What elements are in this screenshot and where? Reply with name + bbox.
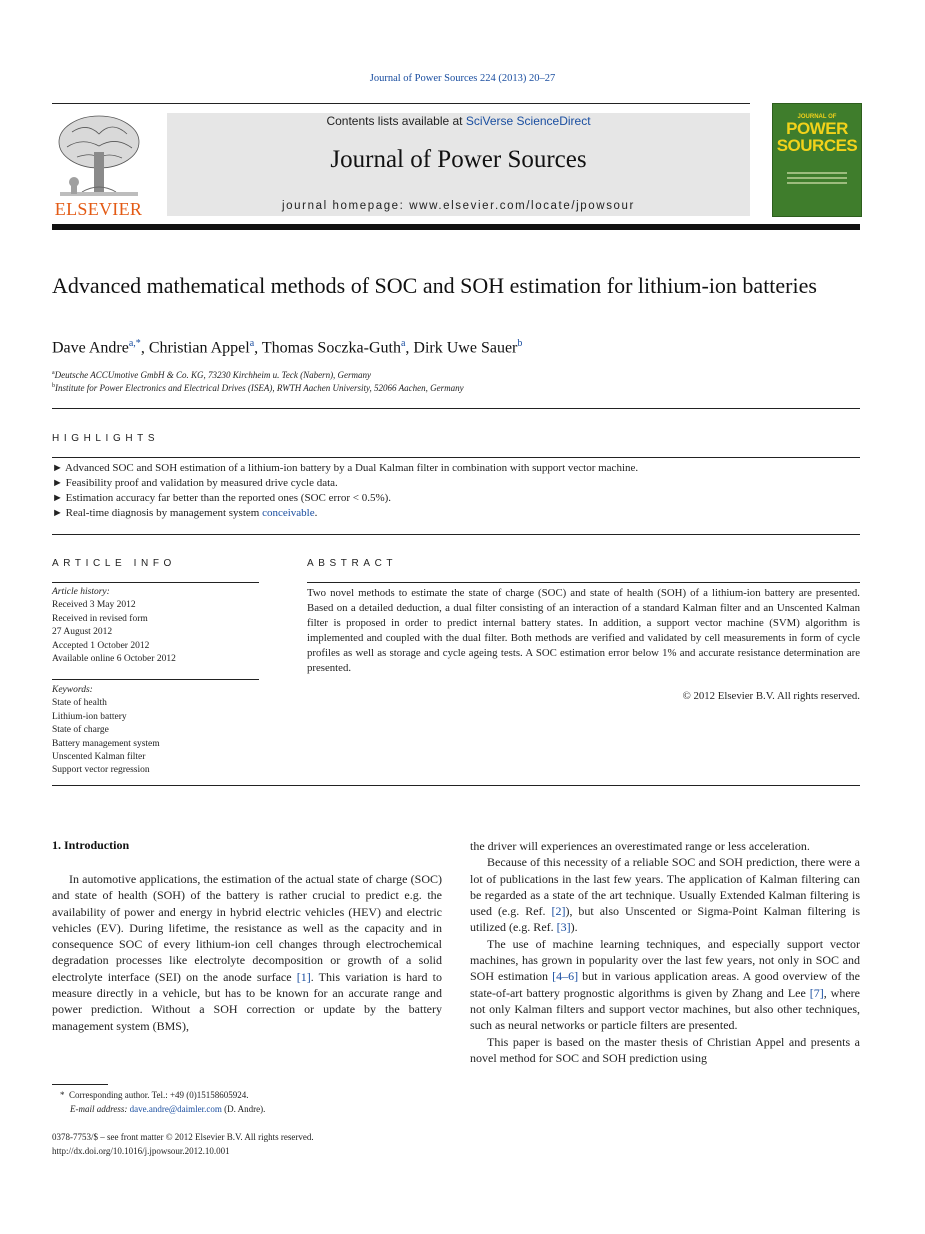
affiliation-text: Deutsche ACCUmotive GmbH & Co. KG, 73230 Kirchheim u. Teck (Nabern), Germany (54, 370, 372, 380)
section-rule (52, 534, 860, 535)
author-affiliation-mark[interactable]: a (249, 338, 255, 349)
reference-link[interactable]: [1] (296, 969, 311, 984)
section-heading-introduction: 1. Introduction (52, 838, 130, 852)
author-affiliation-mark[interactable]: b (517, 338, 523, 349)
affiliation-mark: b (52, 383, 55, 389)
corresponding-author-note (60, 1090, 249, 1100)
history-label: Article history: (52, 587, 110, 597)
keywords-label: Keywords: (52, 685, 93, 695)
keyword-item: Support vector regression (52, 765, 150, 776)
footnote-rule (52, 1084, 108, 1085)
paragraph-text: Because of this necessity of a reliable SOC and SOH prediction, there were a lot of publications in the last few years. The application of Kalman filtering can be regarded as a state of the art technique. Usually Extended Kalman filtering is used (e.g. Ref. (470, 855, 860, 919)
author-affiliation-mark[interactable]: a,* (128, 338, 141, 349)
journal-cover-image (772, 103, 862, 217)
email-link[interactable]: dave.andre@daimler.com (129, 1104, 222, 1114)
issn-line: 0378-7753/$ – see front matter © 2012 Elsevier B.V. All rights reserved. (52, 1132, 314, 1142)
contents-line (167, 114, 750, 128)
intro-left-column (52, 871, 442, 1034)
sciencedirect-link[interactable]: SciVerse ScienceDirect (465, 114, 591, 128)
contents-prefix: Contents lists available at (326, 114, 466, 128)
keyword-item: Battery management system (52, 738, 160, 749)
intro-paragraph: the driver will experiences an overestimated range or less acceleration. (470, 839, 810, 853)
journal-title: Journal of Power Sources (330, 146, 587, 173)
history-item: Accepted 1 October 2012 (52, 640, 150, 651)
paragraph-text: . This variation is hard to measure directly in a vehicle, but has to be known for an accurate range and power prediction. Without a SOH correction or update by the battery management system (BMS), (52, 969, 443, 1033)
cover-title-line-2: SOURCES (776, 136, 858, 155)
keywords-block (52, 684, 259, 778)
keyword-item: Lithium-ion battery (52, 711, 127, 722)
affiliation-a (52, 370, 860, 380)
cover-text-lines (787, 172, 847, 187)
intro-paragraph (52, 871, 442, 1034)
elsevier-wordmark: ELSEVIER (54, 199, 143, 219)
article-history (52, 586, 259, 666)
reference-link[interactable]: [2] (551, 904, 566, 919)
reference-link[interactable]: [7] (809, 985, 824, 1000)
paragraph-text: ), but also Unscented or Sigma-Point Kalman filtering is utilized (e.g. Ref. (470, 904, 860, 935)
article-title: Advanced mathematical methods of SOC and SOH estimation for lithium-ion batteries (52, 273, 817, 298)
cover-small-text: JOURNAL OF (797, 114, 837, 120)
section-rule (52, 785, 860, 786)
author-name: Dave Andre (52, 339, 129, 357)
email-label: E-mail address: (70, 1104, 128, 1114)
author-list: Dave Andre$^{a,*}$, Christian Appel$^a$, Thomas Soczka-Guth$^a$, Dirk Uwe Sauer$^b$ (52, 338, 523, 357)
history-item: Received 3 May 2012 (52, 600, 136, 611)
keyword-item: State of charge (52, 725, 109, 736)
footnote-text: Corresponding author. Tel.: +49 (0)15158605924. (69, 1090, 249, 1100)
article-info-rule (52, 582, 259, 583)
cover-title-line-1: POWER (786, 119, 848, 138)
paragraph-text: The use of machine learning techniques, and especially support vector machines, has grown in popularity over the last few years, not only in SOC and SOH estimation (470, 936, 860, 984)
affiliation-mark: a (52, 370, 55, 376)
highlight-link[interactable]: conceivable (262, 507, 315, 519)
keyword-item: Unscented Kalman filter (52, 752, 146, 763)
header-top-rule (52, 103, 750, 104)
keyword-item: State of health (52, 698, 107, 709)
highlight-item: ► Feasibility proof and validation by measured drive cycle data. (52, 477, 338, 489)
author-name: Thomas Soczka-Guth (261, 339, 401, 357)
paragraph-text: but in various application areas. A good overview of the state-of-art battery prognostic algorithms is given by Zhang and Lee (470, 969, 861, 1000)
intro-paragraph (470, 936, 860, 1034)
journal-homepage[interactable]: journal homepage: www.elsevier.com/locate/jpowsour (282, 200, 635, 212)
history-item: Available online 6 October 2012 (52, 654, 176, 665)
highlight-text: ► Real-time diagnosis by management system (52, 507, 263, 519)
email-note (70, 1104, 265, 1114)
author-name: Christian Appel (148, 339, 250, 357)
reference-link[interactable]: [3] (556, 920, 571, 935)
intro-paragraph (470, 854, 860, 935)
affiliation-text: Institute for Power Electronics and Electrical Drives (ISEA), RWTH Aachen University, 52066 Aachen, Germany (55, 383, 464, 393)
reference-link[interactable]: [4–6] (552, 969, 579, 984)
author-name: Dirk Uwe Sauer (413, 339, 518, 357)
highlights-rule (52, 457, 860, 458)
affiliation-b (52, 383, 860, 393)
abstract-heading: ABSTRACT (307, 558, 398, 569)
doi-link[interactable]: http://dx.doi.org/10.1016/j.jpowsour.2012.10.001 (52, 1146, 230, 1156)
highlight-item: ► Estimation accuracy far better than the reported ones (SOC error < 0.5%). (52, 492, 392, 504)
history-item: 27 August 2012 (52, 627, 113, 638)
intro-right-column (470, 838, 860, 1066)
keywords-rule (52, 679, 259, 680)
paragraph-text: In automotive applications, the estimation of the actual state of charge (SOC) and state of health (SOH) of the battery is rather crucial to predict e.g. the availability of power and energy in hybrid electric vehicles (HEV) and electric vehicles (EV). During lifetime, the resistance as well as the capacity and in consequence SOC of every lithium-ion cell changes through electrochemical degradation processes like electrolyte decomposition or growth of a solid electrolyte interface (SEI) on the anode surface (52, 872, 442, 984)
highlight-item: ► Advanced SOC and SOH estimation of a lithium-ion battery by a Dual Kalman filter in combination with support vector machine. (52, 462, 639, 474)
abstract-copyright: © 2012 Elsevier B.V. All rights reserved. (682, 690, 860, 702)
history-item: Received in revised form (52, 613, 148, 624)
cover-title (773, 114, 861, 154)
author-affiliation-mark[interactable]: a (400, 338, 406, 349)
intro-paragraph: This paper is based on the master thesis of Christian Appel and presents a novel method for SOC and SOH prediction using (470, 1034, 860, 1065)
abstract-rule (307, 582, 860, 583)
paragraph-text: , where not only Kalman filters and support vector machines, but also other techniques, such as neural networks or particle filters are presented. (470, 985, 860, 1033)
highlight-suffix: . (314, 507, 318, 519)
section-rule (52, 408, 860, 409)
abstract-text: Two novel methods to estimate the state of charge (SOC) and state of health (SOH) of a lithium-ion battery are presented. Based on a detailed deduction, a dual filter consisting of an interaction of a standard Kalman filter and an Unscented Kalman filter is proposed in order to predict internal battery states. In addition, a support vector machine (SVM) algorithm is implemented and coupled with the dual filter. Both methods are verified and validated by cell measurements in form of cycle profiles as well as storage and cycle ageing tests. A SOC estimation error below 1% and accurate resistance determination are presented. (307, 587, 860, 674)
paragraph-text: ). (570, 920, 578, 935)
journal-citation[interactable]: Journal of Power Sources 224 (2013) 20–27 (369, 73, 556, 84)
highlight-item (52, 507, 860, 519)
header-thick-rule (52, 224, 860, 230)
article-info-heading: ARTICLE INFO (52, 558, 176, 569)
footnote-marker: * (60, 1090, 65, 1100)
email-suffix: (D. Andre). (221, 1104, 266, 1114)
highlights-heading: HIGHLIGHTS (52, 433, 160, 444)
